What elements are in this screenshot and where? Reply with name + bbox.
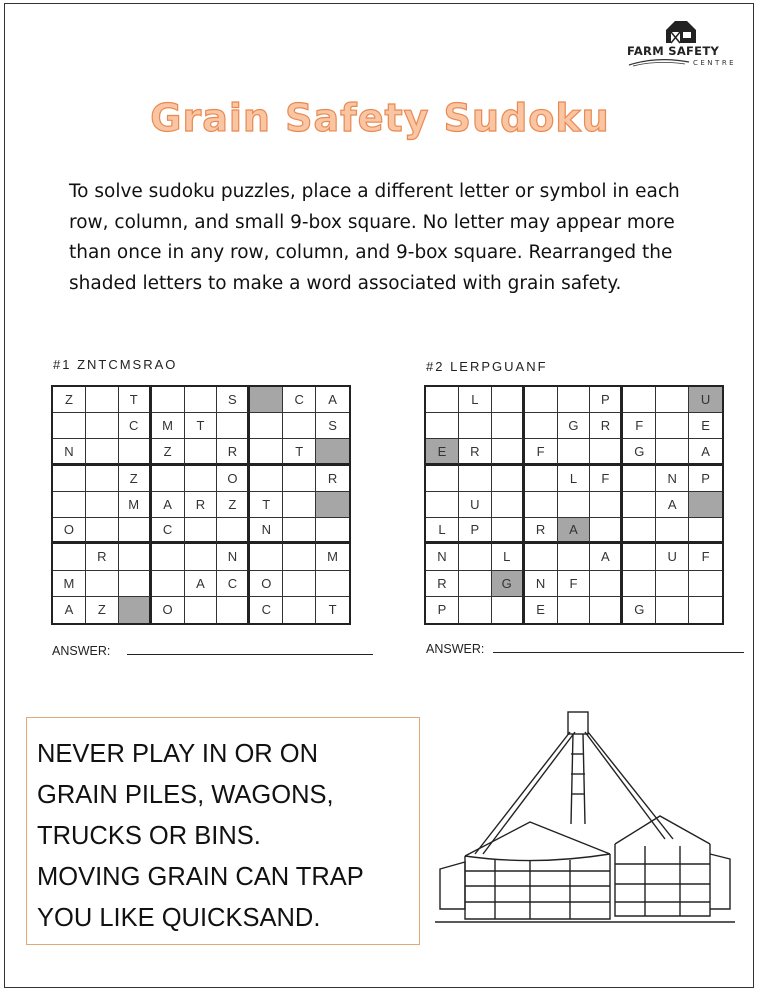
sudoku-cell[interactable]: P — [590, 387, 623, 413]
answer-line-1[interactable] — [127, 654, 373, 655]
sudoku-cell[interactable] — [492, 413, 525, 439]
sudoku-cell[interactable]: O — [53, 518, 86, 544]
sudoku-cell[interactable] — [492, 492, 525, 518]
sudoku-cell[interactable]: A — [53, 597, 86, 623]
message-line: GRAIN PILES, WAGONS, — [37, 781, 334, 809]
sudoku-cell[interactable]: C — [119, 413, 152, 439]
sudoku-grid-1 — [51, 385, 351, 625]
sudoku-cell[interactable]: L — [459, 387, 492, 413]
sudoku-cell[interactable]: A — [152, 492, 185, 518]
sudoku-cell[interactable] — [656, 387, 689, 413]
sudoku-cell[interactable]: R — [590, 413, 623, 439]
sudoku-cell[interactable] — [558, 597, 591, 623]
safety-message-box — [26, 717, 420, 945]
sudoku-cell[interactable] — [656, 518, 689, 544]
sudoku-cell[interactable] — [185, 439, 218, 465]
sudoku-cell[interactable]: A — [590, 544, 623, 570]
sudoku-cell[interactable]: N — [250, 518, 283, 544]
sudoku-cell[interactable] — [689, 518, 722, 544]
sudoku-cell[interactable]: A — [558, 518, 591, 544]
logo-swoosh — [627, 57, 691, 67]
sudoku-cell[interactable] — [590, 439, 623, 465]
sudoku-cell[interactable] — [86, 571, 119, 597]
sudoku-cell[interactable] — [623, 387, 656, 413]
sudoku-cell[interactable]: R — [426, 571, 459, 597]
sudoku-cell[interactable]: Z — [86, 597, 119, 623]
sudoku-cell[interactable]: E — [689, 413, 722, 439]
sudoku-cell[interactable]: C — [217, 571, 250, 597]
sudoku-cell[interactable]: P — [689, 466, 722, 492]
sudoku-cell[interactable]: T — [283, 439, 316, 465]
sudoku-cell[interactable]: N — [525, 571, 558, 597]
sudoku-cell[interactable] — [689, 571, 722, 597]
sudoku-cell[interactable]: T — [119, 387, 152, 413]
sudoku-cell[interactable] — [250, 544, 283, 570]
sudoku-cell[interactable]: F — [558, 571, 591, 597]
sudoku-cell[interactable]: U — [459, 492, 492, 518]
sudoku-cell[interactable]: P — [426, 597, 459, 623]
sudoku-cell[interactable] — [492, 597, 525, 623]
sudoku-cell[interactable] — [185, 544, 218, 570]
sudoku-cell[interactable]: R — [459, 439, 492, 465]
sudoku-cell[interactable] — [217, 413, 250, 439]
sudoku-cell[interactable]: F — [525, 439, 558, 465]
sudoku-cell[interactable]: A — [656, 492, 689, 518]
sudoku-cell[interactable]: E — [525, 597, 558, 623]
sudoku-cell[interactable] — [525, 466, 558, 492]
grain-silo-icon — [435, 704, 735, 929]
sudoku-cell[interactable] — [590, 492, 623, 518]
sudoku-cell[interactable] — [283, 571, 316, 597]
sudoku-cell[interactable] — [119, 597, 152, 623]
sudoku-cell[interactable] — [492, 518, 525, 544]
sudoku-cell[interactable] — [525, 413, 558, 439]
sudoku-cell[interactable] — [459, 571, 492, 597]
sudoku-cell[interactable] — [152, 544, 185, 570]
barn-icon — [663, 18, 703, 44]
sudoku-cell[interactable] — [525, 492, 558, 518]
sudoku-cell[interactable]: U — [689, 387, 722, 413]
sudoku-cell[interactable]: Z — [217, 492, 250, 518]
sudoku-cell[interactable] — [525, 544, 558, 570]
sudoku-cell[interactable] — [656, 439, 689, 465]
sudoku-cell[interactable] — [623, 544, 656, 570]
sudoku-cell[interactable] — [53, 492, 86, 518]
sudoku-cell[interactable]: T — [328, 602, 337, 618]
sudoku-cell[interactable] — [656, 597, 689, 623]
sudoku-cell[interactable] — [283, 466, 316, 492]
sudoku-cell[interactable] — [459, 544, 492, 570]
sudoku-cell[interactable]: A — [316, 387, 349, 413]
sudoku-cell[interactable] — [525, 387, 558, 413]
sudoku-cell[interactable] — [152, 387, 185, 413]
sudoku-cell[interactable] — [185, 466, 218, 492]
sudoku-cell[interactable]: R — [525, 518, 558, 544]
sudoku-cell[interactable]: U — [656, 544, 689, 570]
sudoku-cell[interactable] — [316, 518, 349, 544]
page-title: Grain Safety Sudoku — [150, 96, 610, 140]
sudoku-cell[interactable]: F — [689, 544, 722, 570]
sudoku-cell[interactable] — [426, 413, 459, 439]
sudoku-cell[interactable] — [250, 439, 283, 465]
sudoku-cell[interactable]: N — [426, 544, 459, 570]
sudoku-cell[interactable]: R — [185, 492, 218, 518]
sudoku-cell[interactable] — [250, 413, 283, 439]
sudoku-cell[interactable] — [558, 387, 591, 413]
sudoku-cell[interactable] — [250, 466, 283, 492]
sudoku-cell[interactable] — [86, 387, 119, 413]
sudoku-cell[interactable]: S — [217, 387, 250, 413]
sudoku-cell[interactable] — [53, 466, 86, 492]
sudoku-cell[interactable]: G — [623, 597, 656, 623]
sudoku-cell[interactable] — [316, 439, 349, 465]
sudoku-cell[interactable] — [217, 518, 250, 544]
sudoku-cell[interactable] — [590, 518, 623, 544]
sudoku-cell[interactable] — [283, 413, 316, 439]
sudoku-cell[interactable]: G — [558, 413, 591, 439]
sudoku-cell[interactable] — [426, 492, 459, 518]
message-line: TRUCKS OR BINS. — [37, 822, 261, 850]
sudoku-cell[interactable] — [119, 544, 152, 570]
sudoku-cell[interactable]: Z — [119, 466, 152, 492]
sudoku-cell[interactable] — [459, 597, 492, 623]
sudoku-cell[interactable]: E — [426, 439, 459, 465]
sudoku-cell[interactable] — [185, 387, 218, 413]
message-line: MOVING GRAIN CAN TRAP — [37, 863, 364, 891]
sudoku-cell[interactable] — [492, 387, 525, 413]
sudoku-cell[interactable]: T — [250, 492, 283, 518]
puzzle-1-label: #1 ZNTCMSRAO — [53, 357, 178, 372]
sudoku-cell[interactable] — [217, 597, 250, 623]
sudoku-cell[interactable]: Z — [53, 387, 86, 413]
sudoku-cell[interactable] — [283, 597, 316, 623]
sudoku-cell[interactable]: M — [119, 492, 152, 518]
sudoku-cell[interactable]: P — [459, 518, 492, 544]
answer-label-1: ANSWER: — [52, 644, 111, 658]
worksheet-page — [4, 3, 754, 988]
sudoku-cell[interactable]: L — [558, 466, 591, 492]
sudoku-cell[interactable] — [86, 413, 119, 439]
sudoku-cell[interactable] — [426, 387, 459, 413]
sudoku-cell[interactable]: O — [152, 597, 185, 623]
sudoku-cell[interactable]: M — [53, 571, 86, 597]
sudoku-cell[interactable] — [250, 387, 283, 413]
sudoku-cell[interactable] — [283, 492, 316, 518]
farm-safety-centre-logo — [625, 18, 745, 70]
sudoku-cell[interactable] — [316, 492, 349, 518]
sudoku-cell[interactable]: S — [316, 413, 349, 439]
sudoku-cell[interactable]: R — [86, 544, 119, 570]
sudoku-cell[interactable]: A — [689, 439, 722, 465]
sudoku-cell[interactable] — [492, 466, 525, 492]
logo-sub-text: CENTRE — [693, 59, 737, 67]
sudoku-cell[interactable] — [53, 413, 86, 439]
logo-brand-text: FARM SAFETY — [627, 44, 720, 58]
sudoku-cell[interactable] — [689, 492, 722, 518]
sudoku-cell[interactable]: O — [250, 571, 283, 597]
puzzle-2-label: #2 LERPGUANF — [426, 359, 548, 374]
sudoku-cell[interactable] — [53, 544, 86, 570]
sudoku-cell[interactable] — [623, 518, 656, 544]
sudoku-cell[interactable]: F — [623, 413, 656, 439]
sudoku-cell[interactable]: L — [492, 544, 525, 570]
sudoku-cell[interactable] — [86, 518, 119, 544]
sudoku-cell[interactable] — [283, 518, 316, 544]
sudoku-cell[interactable]: A — [185, 571, 218, 597]
sudoku-cell[interactable] — [558, 492, 591, 518]
sudoku-cell[interactable] — [119, 439, 152, 465]
sudoku-cell[interactable] — [558, 439, 591, 465]
sudoku-cell[interactable]: M — [316, 544, 349, 570]
sudoku-cell[interactable] — [426, 466, 459, 492]
sudoku-cell[interactable] — [656, 571, 689, 597]
sudoku-cell[interactable]: C — [283, 387, 316, 413]
sudoku-cell[interactable] — [689, 597, 722, 623]
message-line: NEVER PLAY IN OR ON — [37, 740, 319, 768]
sudoku-cell[interactable] — [283, 544, 316, 570]
sudoku-cell[interactable]: N — [217, 544, 250, 570]
sudoku-cell[interactable] — [623, 492, 656, 518]
sudoku-cell[interactable]: Z — [152, 439, 185, 465]
sudoku-cell[interactable] — [316, 571, 349, 597]
sudoku-cell[interactable] — [558, 544, 591, 570]
sudoku-cell[interactable] — [86, 492, 119, 518]
answer-line-2[interactable] — [493, 652, 744, 653]
sudoku-cell[interactable]: R — [316, 466, 349, 492]
sudoku-cell[interactable] — [623, 466, 656, 492]
sudoku-cell[interactable] — [656, 413, 689, 439]
sudoku-cell[interactable] — [459, 413, 492, 439]
instructions-text: To solve sudoku puzzles, place a different letter or symbol in each row, column, and small 9-box square. No letter may appear more than once in any row, column, and 9-box square. Rearranged the shaded letters to make a word associated with grain safety. — [69, 181, 680, 294]
sudoku-cell[interactable] — [152, 571, 185, 597]
sudoku-cell[interactable]: O — [217, 466, 250, 492]
sudoku-cell[interactable] — [185, 518, 218, 544]
sudoku-grid-2 — [424, 385, 724, 625]
sudoku-cell[interactable]: T — [185, 413, 218, 439]
sudoku-cell[interactable] — [86, 439, 119, 465]
sudoku-cell[interactable]: L — [426, 518, 459, 544]
sudoku-cell[interactable]: R — [217, 439, 250, 465]
sudoku-cell[interactable]: N — [53, 439, 86, 465]
sudoku-cell[interactable]: C — [152, 518, 185, 544]
sudoku-cell[interactable] — [86, 466, 119, 492]
sudoku-cell[interactable]: M — [152, 413, 185, 439]
sudoku-cell[interactable]: F — [590, 466, 623, 492]
sudoku-cell[interactable] — [185, 597, 218, 623]
sudoku-cell[interactable] — [590, 571, 623, 597]
sudoku-cell[interactable] — [492, 439, 525, 465]
sudoku-cell[interactable]: N — [656, 466, 689, 492]
sudoku-cell[interactable]: G — [492, 571, 525, 597]
sudoku-cell[interactable] — [623, 571, 656, 597]
message-line: YOU LIKE QUICKSAND. — [37, 904, 321, 932]
sudoku-cell[interactable]: C — [250, 597, 283, 623]
sudoku-cell[interactable] — [152, 466, 185, 492]
sudoku-cell[interactable] — [590, 597, 623, 623]
answer-label-2: ANSWER: — [426, 642, 485, 656]
sudoku-cell[interactable]: G — [623, 439, 656, 465]
sudoku-cell[interactable] — [459, 466, 492, 492]
sudoku-cell[interactable] — [119, 518, 152, 544]
sudoku-cell[interactable] — [119, 571, 152, 597]
